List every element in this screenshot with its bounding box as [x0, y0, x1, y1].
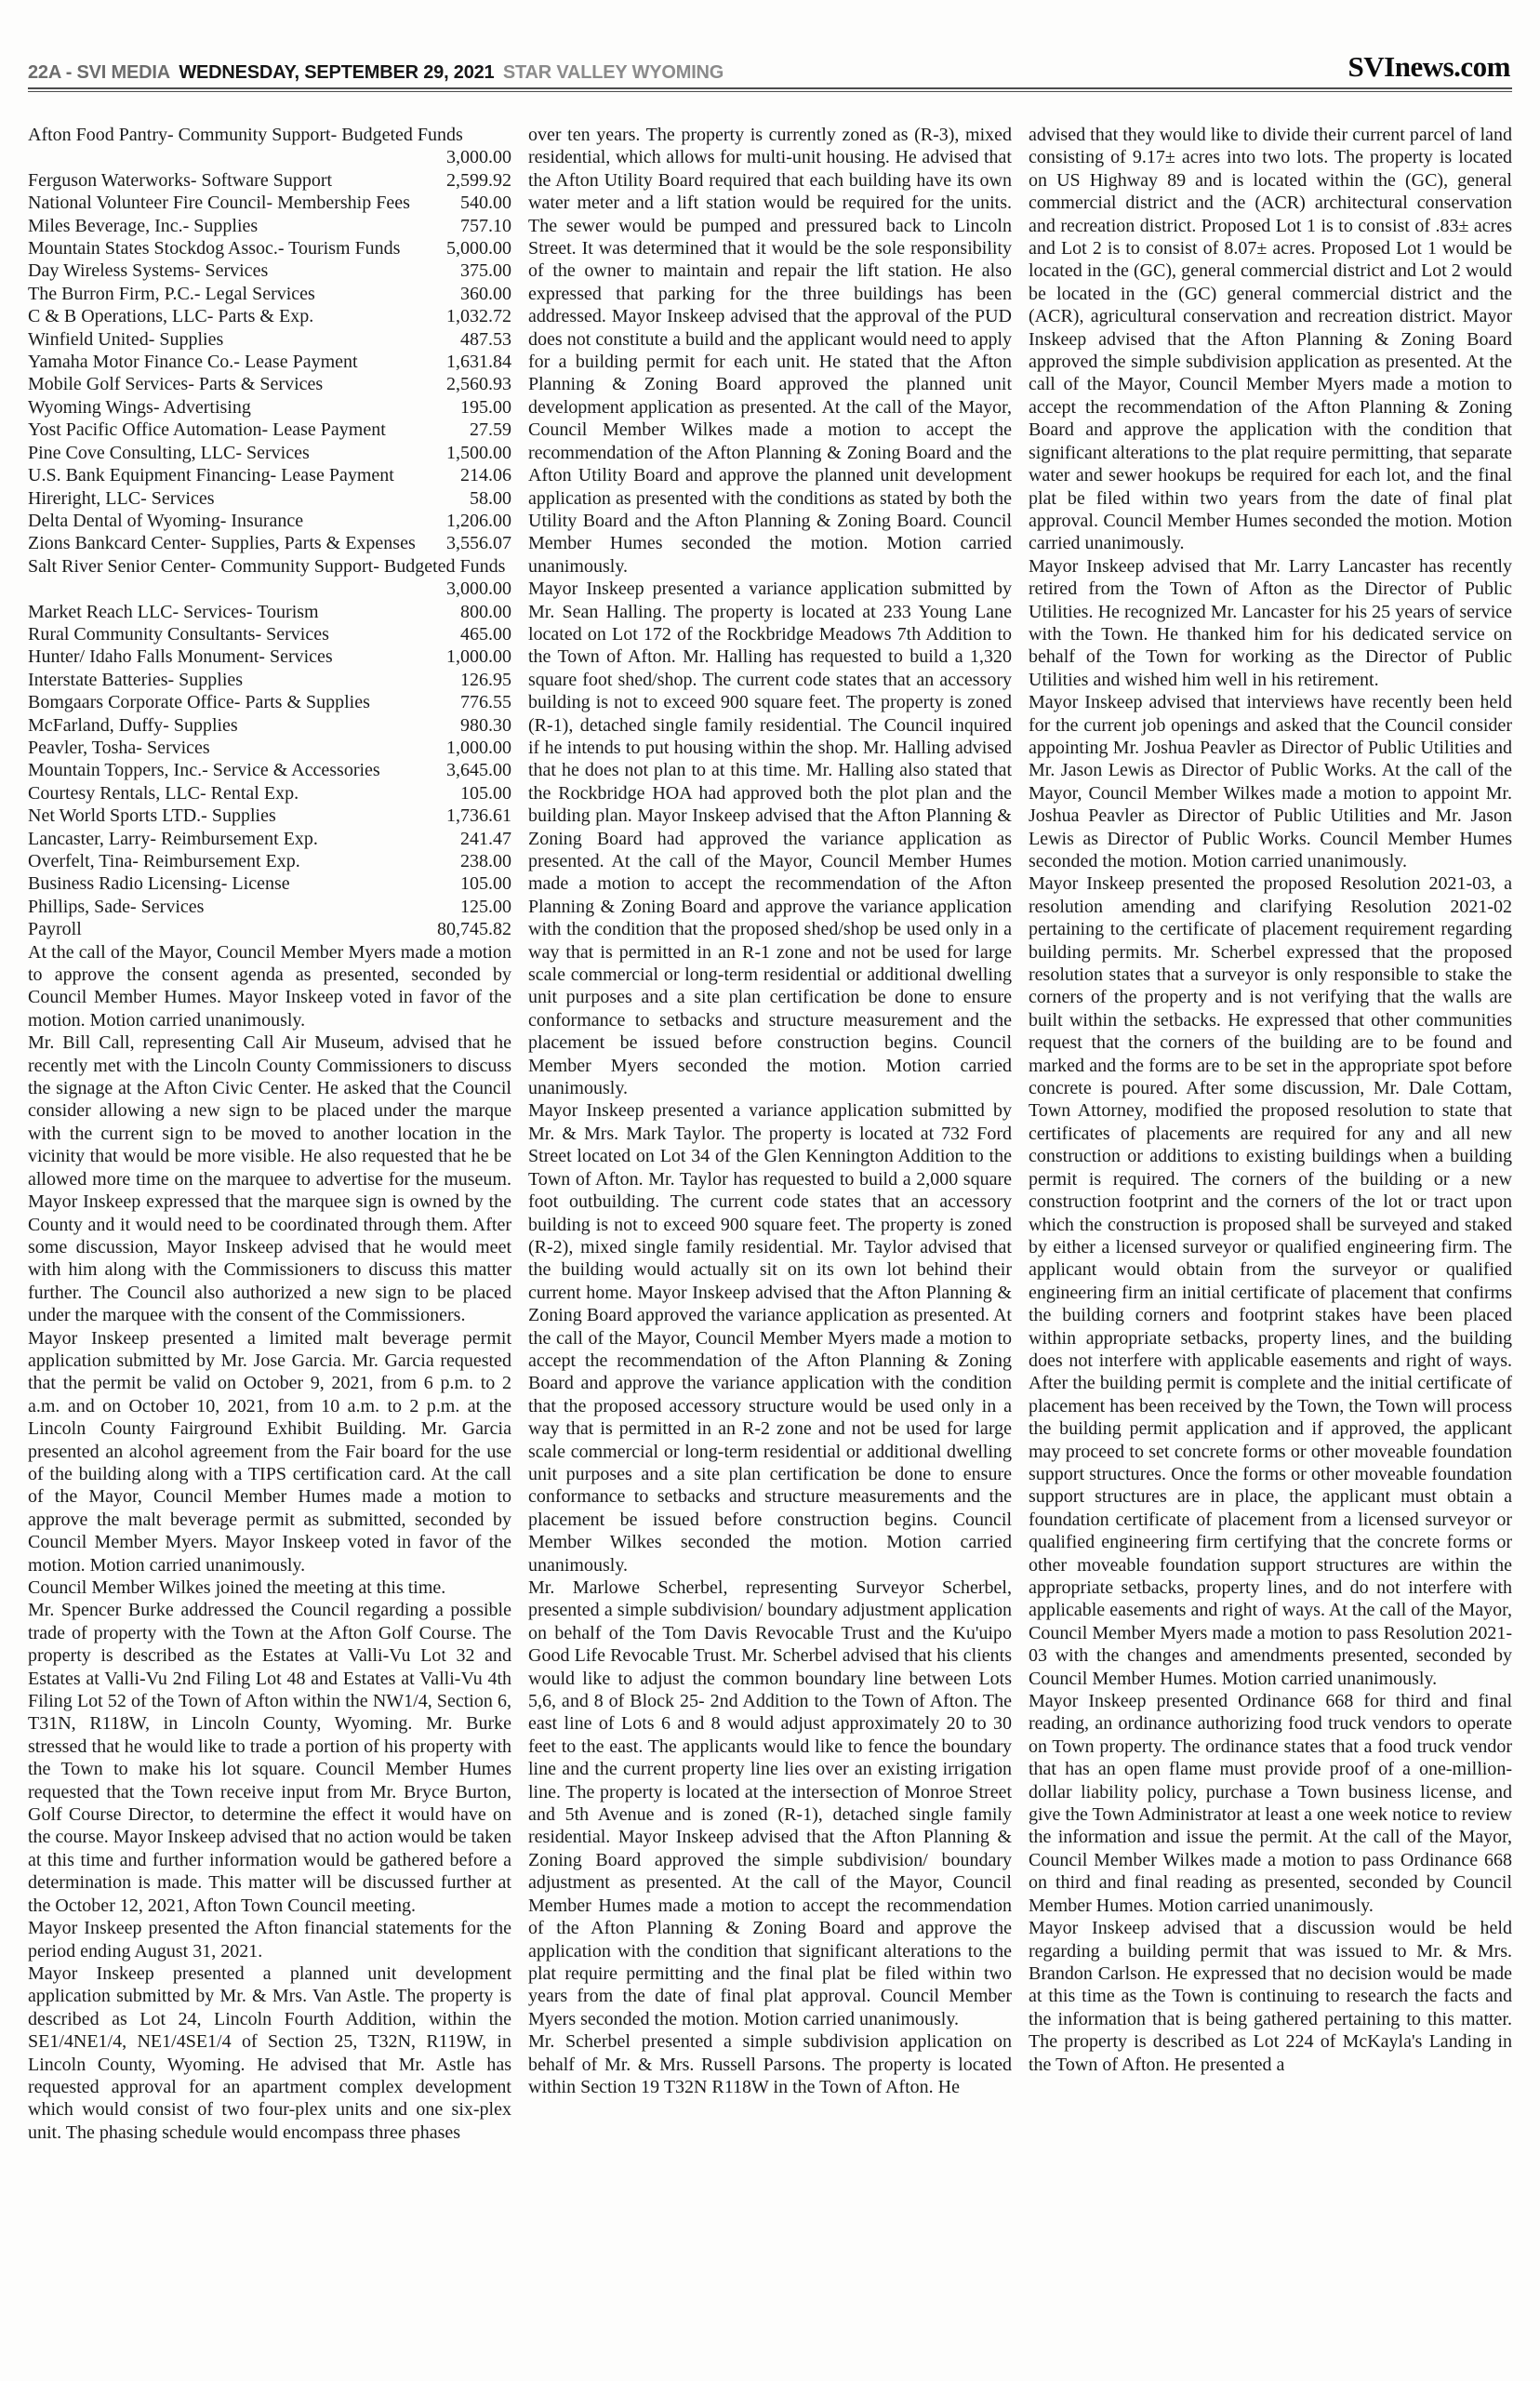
ledger-payee: Salt River Senior Center- Community Support- Budgeted Funds — [28, 555, 506, 577]
ledger-payee: U.S. Bank Equipment Financing- Lease Payment — [28, 465, 394, 486]
ledger-amount: 2,599.92 — [446, 169, 511, 191]
ledger-row — [28, 487, 511, 510]
ledger-row — [28, 714, 511, 737]
ledger-payee: Pine Cove Consulting, LLC- Services — [28, 442, 310, 463]
ledger-amount: 3,000.00 — [446, 579, 511, 600]
minutes-paragraph: At the call of the Mayor, Council Member Myers made a motion to approve the consent agenda as presented, seconded by Council Member Humes. Mayor Inskeep voted in favor of the motion. Motion carried unanimously. — [28, 941, 511, 1031]
ledger-payee: Mountain Toppers, Inc.- Service & Accessories — [28, 760, 380, 781]
article-body — [0, 92, 1540, 2144]
ledger-row — [28, 124, 511, 169]
ledger-row — [28, 510, 511, 532]
ledger-payee: Miles Beverage, Inc.- Supplies — [28, 215, 259, 236]
column-middle — [528, 124, 1012, 2144]
ledger-row — [28, 396, 511, 419]
ledger-amount: 1,500.00 — [446, 442, 511, 463]
ledger-row — [28, 464, 511, 486]
expense-ledger — [28, 124, 511, 941]
ledger-payee: Courtesy Rentals, LLC- Rental Exp. — [28, 782, 299, 804]
ledger-row — [28, 759, 511, 781]
ledger-payee: C & B Operations, LLC- Parts & Exp. — [28, 306, 314, 327]
ledger-payee: Net World Sports LTD.- Supplies — [28, 805, 276, 827]
ledger-row — [28, 169, 511, 192]
ledger-payee: Afton Food Pantry- Community Support- Budgeted Funds — [28, 125, 463, 145]
ledger-row — [28, 691, 511, 713]
minutes-paragraph: Mayor Inskeep presented the proposed Resolution 2021-03, a resolution amending and clarifying Resolution 2021-02 pertaining to the certificate of placement requirement regarding building permits. Mr. Scherbel expressed that the proposed resolution states that a surveyor is only responsible to stake the corners of the property and is not verifying that the walls are built within the setbacks. He expressed that other communities request that the corners of the building are to be found and marked and the forms are to be set in the appropriate spot before concrete is poured. After some discussion, Mr. Dale Cottam, Town Attorney, modified the proposed resolution to state that certificates of placements are required for any and all new construction or additions to existing buildings when a building permit is required. The corners of the building or a new construction footprint and the corners of the lot or tract upon which the construction is proposed shall be surveyed and staked by either a licensed surveyor or qualified engineering firm. The applicant would obtain from the surveyor or qualified engineering firm an initial certificate of placement that confirms the building corners and footprint stakes have been placed within appropriate setbacks, property lines, and the building does not interfere with applicable easements and right of ways. After the building permit is complete and the initial certificate of placement has been received by the Town, the Town will process the building permit application and if approved, the applicant may proceed to set concrete forms or other moveable foundation support structures. Once the forms or other moveable foundation support structures are in place, the applicant must obtain a foundation certificate of placement from a licensed surveyor or qualified engineering firm certifying that the concrete forms or other moveable foundation support structures are within the appropriate setbacks, property lines, and do not interfere with applicable easements and right of ways. At the call of the Mayor, Council Member Myers made a motion to pass Resolution 2021-03 with the changes and amendments presented, seconded by Council Member Humes. Motion carried unanimously. — [1029, 873, 1512, 1689]
ledger-amount: 105.00 — [460, 782, 511, 804]
minutes-paragraph: Mayor Inskeep advised that Mr. Larry Lancaster has recently retired from the Town of Afton as the Director of Public Utilities. He recognized Mr. Lancaster for his 25 years of service with the Town. He thanked him for his dedicated service on behalf of the Town for working as the Director of Public Utilities and wished him well in his retirement. — [1029, 555, 1512, 690]
minutes-paragraph: advised that they would like to divide their current parcel of land consisting of 9.17± acres into two lots. The property is located on US Highway 89 and is located within the (GC), general commercial district and the (ACR) architectural conservation and recreation district. Proposed Lot 1 is to consist of .83± acres and Lot 2 is to consist of 8.07± acres. Proposed Lot 1 would be located in the (GC), general commercial district and Lot 2 would be located in the (GC) general commercial district and the (ACR), agricultural conservation and recreation district. Mayor Inskeep advised that the Afton Planning & Zoning Board approved the simple subdivision application as presented. At the call of the Mayor, Council Member Myers made a motion to accept the recommendation of the Afton Planning & Zoning Board and approve the application with the condition that significant alterations to the plat require permitting, that separate water and sewer hookups be required for each lot, and the final plat be filed within two years from the date of final plat approval. Council Member Humes seconded the motion. Motion carried unanimously. — [1029, 125, 1512, 554]
ledger-payee: National Volunteer Fire Council- Membership Fees — [28, 193, 410, 214]
ledger-amount: 241.47 — [460, 828, 511, 849]
masthead-left — [28, 62, 724, 84]
ledger-amount: 1,032.72 — [446, 306, 511, 327]
ledger-payee: Market Reach LLC- Services- Tourism — [28, 601, 319, 622]
ledger-payee: Mobile Golf Services- Parts & Services — [28, 374, 324, 395]
ledger-row — [28, 918, 511, 940]
ledger-row — [28, 828, 511, 850]
ledger-payee: Phillips, Sade- Services — [28, 896, 205, 917]
ledger-row — [28, 850, 511, 872]
ledger-row — [28, 192, 511, 214]
ledger-payee: McFarland, Duffy- Supplies — [28, 714, 238, 736]
ledger-row — [28, 305, 511, 327]
minutes-paragraph: Mayor Inskeep presented Ordinance 668 for third and final reading, an ordinance authorizing food truck vendors to operate on Town property. The ordinance states that a food truck vendor that has an open flame must provide proof of a one-million-dollar liability policy, purchase a Town business license, and give the Town Administrator at least a one week notice to review the information and issue the permit. At the call of the Mayor, Council Member Wilkes made a motion to pass Ordinance 668 on third and final reading as presented, seconded by Council Member Humes. Motion carried unanimously. — [1029, 1691, 1512, 1916]
ledger-amount: 540.00 — [460, 193, 511, 214]
ledger-payee: Mountain States Stockdog Assoc.- Tourism Funds — [28, 238, 401, 259]
ledger-row — [28, 259, 511, 282]
ledger-row — [28, 283, 511, 305]
ledger-row — [28, 601, 511, 623]
ledger-payee: Business Radio Licensing- License — [28, 873, 290, 895]
ledger-amount: 1,736.61 — [446, 805, 511, 827]
ledger-row — [28, 896, 511, 918]
ledger-row — [28, 328, 511, 351]
ledger-payee: Peavler, Tosha- Services — [28, 737, 210, 758]
ledger-amount: 126.95 — [460, 669, 511, 690]
ledger-amount: 2,560.93 — [446, 374, 511, 395]
ledger-payee: Hireright, LLC- Services — [28, 487, 215, 509]
minutes-paragraph: Mayor Inskeep presented a variance application submitted by Mr. Sean Halling. The property is located at 233 Young Lane located on Lot 172 of the Rockbridge Meadows 7th Addition to the Town of Afton. Mr. Halling has requested to build a 1,320 square foot shed/shop. The current code states that an accessory building is not to exceed 900 square feet. The property is zoned (R-1), detached single family residential. The Council inquired if he intends to put housing within the shop. Mr. Halling advised that he does not plan to at this time. Mr. Halling also stated that the Rockbridge HOA had approved both the plot plan and the building plan. Mayor Inskeep advised that the Afton Planning & Zoning Board had approved the variance application as presented. At the call of the Mayor, Council Member Humes made a motion to accept the recommendation of the Afton Planning & Zoning Board and approve the variance application with the condition that the proposed shed/shop be used only in a way that is permitted in an R-1 zone and not be used for large scale commercial or long-term residential or additional dwelling unit purposes and a site plan certification be done to ensure conformance to setbacks and structure measurement and the placement be issued before construction begins. Council Member Myers seconded the motion. Motion carried unanimously. — [528, 579, 1012, 1099]
minutes-paragraph: Mayor Inskeep presented a limited malt beverage permit application submitted by Mr. Jose Garcia. Mr. Garcia requested that the permit be valid on October 9, 2021, from 6 p.m. to 2 a.m. and on October 10, 2021, from 10 a.m. to 2 p.m. at the Lincoln County Fairground Exhibit Building. Mr. Garcia presented an alcohol agreement from the Fair board for the use of the building along with a TIPS certification card. At the call of the Mayor, Council Member Humes made a motion to approve the malt beverage permit as submitted, seconded by Council Member Myers. Mayor Inskeep voted in favor of the motion. Motion carried unanimously. — [28, 1327, 511, 1576]
ledger-row — [28, 669, 511, 691]
ledger-amount: 360.00 — [460, 283, 511, 304]
ledger-row — [28, 623, 511, 645]
ledger-row — [28, 351, 511, 373]
minutes-paragraph: Mayor Inskeep presented a variance application submitted by Mr. & Mrs. Mark Taylor. The property is located at 732 Ford Street located on Lot 34 of the Glen Kennington Addition to the Town of Afton. Mr. Taylor has requested to build a 2,000 square foot outbuilding. The current code states that an accessory building is not to exceed 900 square feet. The property is zoned (R-2), mixed single family residential. Mr. Taylor advised that the building would actually sit on its own lot behind their current home. Mayor Inskeep advised that the Afton Planning & Zoning Board approved the variance application as presented. At the call of the Mayor, Council Member Myers made a motion to accept the recommendation of the Afton Planning & Zoning Board and approve the variance application with the condition that the proposed accessory structure would be used only in a way that is permitted in an R-2 zone and not be used for large scale commercial or long-term residential or additional dwelling unit purposes and a site plan certification be done to ensure conformance to setbacks and structure measurements and the placement be issued before construction begins. Council Member Wilkes seconded the motion. Motion carried unanimously. — [528, 1100, 1012, 1576]
minutes-paragraph: over ten years. The property is currently zoned as (R-3), mixed residential, which allows for multi-unit housing. He advised that the Afton Utility Board required that each building have its own water meter and a lift station would be required for the units. The sewer would be pumped and pressured back to Lincoln Street. It was determined that it would be the sole responsibility of the owner to maintain and repair the lift station. He also expressed that parking for the three buildings has been addressed. Mayor Inskeep advised that the approval of the PUD does not constitute a build and the applicant would need to apply for a building permit for each unit. He stated that the Afton Planning & Zoning Board approved the planned unit development application as presented. At the call of the Mayor, Council Member Wilkes made a motion to accept the recommendation of the Afton Planning & Zoning Board and the Afton Utility Board and approve the planned unit development application as presented with the conditions as stated by both the Utility Board and the Afton Planning & Zoning Board. Council Member Humes seconded the motion. Motion carried unanimously. — [528, 125, 1012, 577]
ledger-payee: Bomgaars Corporate Office- Parts & Supplies — [28, 692, 370, 713]
minutes-paragraph: Mr. Spencer Burke addressed the Council regarding a possible trade of property with the Town at the Afton Golf Course. The property is described as the Estates at Valli-Vu Lot 32 and Estates at Valli-Vu 2nd Filing Lot 48 and Estates at Valli-Vu 4th Filing Lot 52 of the Town of Afton within the NW1/4, Section 6, T31N, R118W, in Lincoln County, Wyoming. Mr. Burke stressed that he would like to trade a portion of his property with the Town to make his lot square. Council Member Humes requested that the Town receive input from Mr. Bryce Burton, Golf Course Director, to determine the effect it would have on the course. Mayor Inskeep advised that no action would be taken at this time and further information would be gathered before a determination is made. This matter will be discussed further at the October 12, 2021, Afton Town Council meeting. — [28, 1600, 511, 1916]
ledger-amount: 80,745.82 — [437, 919, 511, 940]
ledger-payee: Yost Pacific Office Automation- Lease Payment — [28, 419, 386, 441]
ledger-amount: 195.00 — [460, 396, 511, 418]
ledger-payee: Rural Community Consultants- Services — [28, 623, 329, 645]
minutes-paragraph: Mayor Inskeep advised that a discussion would be held regarding a building permit that was issued to Mr. & Mrs. Brandon Carlson. He expressed that no decision would be made at this time as the Town is continuing to research the facts and the information that is being gathered pertaining to this matter. The property is described as Lot 224 of McKayla's Landing in the Town of Afton. He presented a — [1029, 1918, 1512, 2075]
ledger-payee: Day Wireless Systems- Services — [28, 260, 269, 282]
ledger-payee: Overfelt, Tina- Reimbursement Exp. — [28, 851, 300, 871]
ledger-amount: 487.53 — [460, 328, 511, 350]
column-left — [28, 124, 511, 2144]
ledger-row — [28, 237, 511, 259]
left-paragraphs — [28, 941, 511, 2145]
minutes-paragraph: Council Member Wilkes joined the meeting at this time. — [28, 1577, 446, 1598]
ledger-amount: 1,631.84 — [446, 352, 511, 373]
minutes-paragraph: Mr. Scherbel presented a simple subdivision application on behalf of Mr. & Mrs. Russell Parsons. The property is located within Section 19 T32N R118W in the Town of Afton. He — [528, 2031, 1012, 2097]
ledger-amount: 58.00 — [470, 487, 511, 509]
minutes-paragraph: Mayor Inskeep presented the Afton financial statements for the period ending August 31, 2021. — [28, 1918, 511, 1962]
ledger-row — [28, 215, 511, 237]
ledger-amount: 1,000.00 — [446, 646, 511, 668]
ledger-row — [28, 555, 511, 601]
ledger-row — [28, 872, 511, 895]
ledger-amount: 3,556.07 — [446, 533, 511, 554]
ledger-row — [28, 442, 511, 464]
ledger-payee: The Burron Firm, P.C.- Legal Services — [28, 283, 315, 304]
ledger-amount: 776.55 — [460, 692, 511, 713]
ledger-amount: 5,000.00 — [446, 238, 511, 259]
ledger-payee: Wyoming Wings- Advertising — [28, 396, 251, 418]
ledger-amount: 125.00 — [460, 896, 511, 917]
ledger-payee: Ferguson Waterworks- Software Support — [28, 169, 333, 191]
ledger-amount: 1,000.00 — [446, 737, 511, 758]
ledger-payee: Yamaha Motor Finance Co.- Lease Payment — [28, 352, 358, 373]
ledger-amount: 980.30 — [460, 714, 511, 736]
page-label: 22A - SVI MEDIA — [28, 62, 170, 83]
ledger-row — [28, 532, 511, 554]
ledger-payee: Payroll — [28, 919, 82, 940]
ledger-amount: 3,000.00 — [446, 147, 511, 168]
minutes-paragraph: Mr. Bill Call, representing Call Air Museum, advised that he recently met with the Lincoln County Commissioners to discuss the signage at the Afton Civic Center. He asked that the Council consider allowing a new sign to be placed under the marque with the current sign to be moved to another location in the vicinity that would be more visible. He also requested that he be allowed more time on the marquee to advertise for the museum. Mayor Inskeep expressed that the marquee sign is owned by the County and it would need to be coordinated through them. After some discussion, Mayor Inskeep advised that he would meet with him along with the Commissioners to discuss this matter further. The Council also authorized a new sign to be placed under the marquee with the consent of the Commissioners. — [28, 1032, 511, 1326]
masthead-site-url: SVInews.com — [1348, 50, 1510, 83]
ledger-payee: Zions Bankcard Center- Supplies, Parts & Expenses — [28, 533, 416, 554]
issue-date: WEDNESDAY, SEPTEMBER 29, 2021 — [179, 62, 495, 83]
ledger-amount: 105.00 — [460, 873, 511, 895]
ledger-row — [28, 805, 511, 827]
ledger-amount: 238.00 — [460, 851, 511, 871]
column-right — [1029, 124, 1512, 2144]
ledger-amount: 27.59 — [470, 419, 511, 441]
minutes-paragraph: Mr. Marlowe Scherbel, representing Surveyor Scherbel, presented a simple subdivision/ boundary adjustment application on behalf of the Tom Davis Revocable Trust and the Ku'uipo Good Life Revocable Trust. Mr. Scherbel advised that his clients would like to adjust the common boundary line between Lots 5,6, and 8 of Block 25- 2nd Addition to the Town of Afton. The east line of Lots 6 and 8 would adjust approximately 20 to 30 feet to the east. The applicants would like to fence the boundary line and the current property line lies over an existing irrigation line. The property is located at the intersection of Monroe Street and 5th Avenue and is zoned (R-1), detached single family residential. Mayor Inskeep advised that the Afton Planning & Zoning Board approved the simple subdivision/ boundary adjustment as presented. At the call of the Mayor, Council Member Humes made a motion to accept the recommendation of the Afton Planning & Zoning Board and approve the application with the condition that significant alterations to the plat require permitting and the final plat be filed within two years from the date of final plat approval. Council Member Myers seconded the motion. Motion carried unanimously. — [528, 1577, 1012, 2029]
ledger-payee: Delta Dental of Wyoming- Insurance — [28, 510, 304, 531]
ledger-payee: Hunter/ Idaho Falls Monument- Services — [28, 646, 333, 668]
ledger-amount: 1,206.00 — [446, 510, 511, 531]
issue-location: STAR VALLEY WYOMING — [502, 62, 724, 83]
ledger-row — [28, 419, 511, 441]
ledger-payee: Interstate Batteries- Supplies — [28, 669, 244, 690]
ledger-amount: 800.00 — [460, 601, 511, 622]
ledger-row — [28, 645, 511, 668]
ledger-amount: 375.00 — [460, 260, 511, 282]
ledger-payee: Winfield United- Supplies — [28, 328, 224, 350]
ledger-amount: 465.00 — [460, 623, 511, 645]
ledger-amount: 214.06 — [460, 465, 511, 486]
minutes-paragraph: Mayor Inskeep presented a planned unit development application submitted by Mr. & Mrs. Van Astle. The property is described as Lot 24, Lincoln Fourth Addition, within the SE1/4NE1/4, NE1/4SE1/4 of Section 25, T32N, R119W, in Lincoln County, Wyoming. He advised that Mr. Astle has requested approval for an apartment complex development which would consist of two four-plex units and one six-plex unit. The phasing schedule would encompass three phases — [28, 1962, 511, 2143]
ledger-amount: 3,645.00 — [446, 760, 511, 781]
minutes-paragraph: Mayor Inskeep advised that interviews have recently been held for the current job openings and asked that the Council consider appointing Mr. Joshua Peavler as Director of Public Utilities and Mr. Jason Lewis as Director of Public Works. At the call of the Mayor, Council Member Wilkes made a motion to appoint Mr. Joshua Peavler as Director of Public Utilities and Mr. Jason Lewis as Director of Public Works. Council Member Humes seconded the motion. Motion carried unanimously. — [1029, 692, 1512, 871]
ledger-payee: Lancaster, Larry- Reimbursement Exp. — [28, 828, 318, 849]
ledger-row — [28, 737, 511, 759]
masthead — [0, 0, 1540, 87]
ledger-amount: 757.10 — [460, 215, 511, 236]
ledger-row — [28, 373, 511, 395]
ledger-row — [28, 782, 511, 805]
